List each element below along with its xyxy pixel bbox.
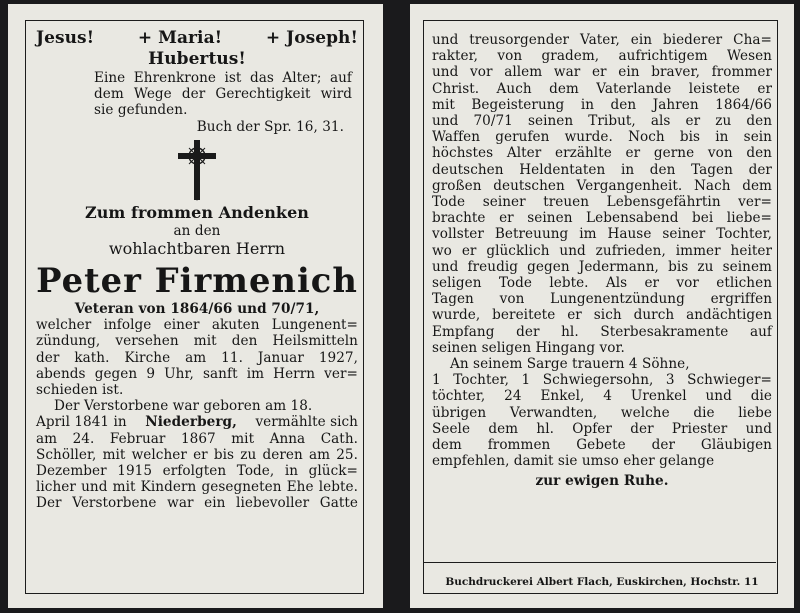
motto-line: sie gefunden.: [94, 102, 188, 119]
paragraph-line: brachte er seinen Lebensabend bei liebe=: [432, 210, 772, 227]
paragraph-line: Der Verstorbene war geboren am 18.: [54, 398, 313, 415]
paragraph-line: abends gegen 9 Uhr, sanft im Herrn ver=: [36, 365, 358, 382]
paragraph-line: Dezember 1915 erfolgten Tode, in glück=: [36, 463, 358, 480]
cross-icon: [174, 138, 220, 202]
paragraph-line: töchter, 24 Enkel, 4 Urenkel und die: [432, 388, 772, 405]
motto: [36, 70, 352, 119]
paragraph-line: licher und mit Kindern gesegneten Ehe lebte.: [36, 479, 358, 496]
invocation-hubertus: Hubertus!: [148, 49, 246, 69]
invocation-jesus: Jesus!: [36, 28, 95, 48]
memorial-subtitle: an den: [173, 222, 221, 239]
paragraph-line: und freudig gegen Jedermann, bis zu seinem: [432, 258, 772, 275]
paragraph-line: Empfang der hl. Sterbesakramente auf: [432, 323, 772, 340]
deceased-name: Peter Firmenich: [36, 260, 358, 301]
mourners-paragraph: [432, 356, 772, 469]
paragraph-line: dem frommen Gebete der Gläubigen: [432, 437, 772, 454]
memorial-honorific: wohlachtbaren Herrn: [108, 239, 286, 259]
paragraph-line: großen deutschen Vergangenheit. Nach dem: [432, 177, 772, 194]
paragraph-line: Der Verstorbene war ein liebevoller Gatte: [36, 495, 358, 512]
printer-imprint: Buchdruckerei Albert Flach, Euskirchen, Hochstr. 11: [445, 576, 759, 588]
paragraph-line: Tode seiner treuen Lebensgefährtin ver=: [432, 194, 772, 211]
memorial-title: Zum frommen Andenken: [85, 202, 309, 222]
right-page: [410, 4, 794, 608]
cross-container: [36, 137, 358, 203]
paragraph-line: und vor allem war er ein braver, frommer: [432, 64, 772, 81]
birthplace: Niederberg,: [145, 414, 237, 431]
left-page: [8, 4, 383, 608]
paragraph-line: An seinem Sarge trauern 4 Söhne,: [450, 356, 690, 373]
paragraph-line: wo er glücklich und zufrieden, immer heiter: [432, 242, 772, 259]
paragraph-line: höchstes Alter erzählte er gerne von den: [432, 145, 772, 162]
death-paragraph: [36, 317, 358, 398]
invocation-joseph: + Joseph!: [265, 28, 358, 48]
paragraph-line: seinen seligen Hingang vor.: [432, 339, 625, 356]
paragraph-line: 1 Tochter, 1 Schwiegersohn, 3 Schwieger=: [432, 372, 772, 389]
paragraph-line: rakter, von gradem, aufrichtigem Wesen: [432, 48, 772, 65]
invocation-line: [36, 28, 358, 49]
paragraph-line: schieden ist.: [36, 382, 124, 399]
paragraph-line: mit Begeisterung in den Jahren 1864/66: [432, 96, 772, 113]
paragraph-line: übrigen Verwandten, welche die liebe: [432, 404, 772, 421]
paragraph-line: vollster Betreuung im Hause seiner Tochter,: [432, 226, 772, 243]
paragraph-line: der kath. Kirche am 11. Januar 1927,: [36, 349, 358, 366]
paragraph-line: am 24. Februar 1867 mit Anna Cath.: [36, 430, 358, 447]
paragraph-line: April 1841 in Niederberg, vermählte sich: [36, 414, 358, 431]
paragraph-line: Schöller, mit welcher er bis zu deren am 25.: [36, 446, 358, 463]
invocation-maria: + Maria!: [137, 28, 223, 48]
motto-line: Eine Ehrenkrone ist das Alter; auf: [94, 70, 352, 86]
paragraph-line: Seele dem hl. Opfer der Priester und: [432, 420, 772, 437]
closing-line: zur ewigen Ruhe.: [535, 473, 669, 490]
paragraph-line: wurde, bereitete er sich durch andächtigen: [432, 307, 772, 324]
right-page-content: [432, 32, 772, 490]
life-paragraph: [36, 398, 358, 511]
biography-paragraph: [432, 32, 772, 356]
paragraph-line: und treusorgender Vater, ein biederer Cha=: [432, 32, 772, 48]
paragraph-line: Christ. Auch dem Vaterlande leistete er: [432, 80, 772, 97]
paragraph-line: zündung, versehen mit den Heilsmitteln: [36, 333, 358, 350]
paragraph-line: deutschen Heldentaten in den Tagen der: [432, 161, 772, 178]
paragraph-line: Tagen von Lungenentzündung ergriffen: [432, 291, 772, 308]
paragraph-line: seligen Tode lebte. Als er vor etlichen: [432, 275, 772, 292]
paragraph-line: Waffen gerufen wurde. Noch bis in sein: [432, 129, 772, 146]
left-page-content: [36, 28, 358, 512]
bible-citation: Buch der Spr. 16, 31.: [196, 118, 344, 135]
paragraph-line: empfehlen, damit sie umso eher gelange: [432, 453, 715, 470]
printer-divider: [423, 562, 776, 563]
paragraph-line: welcher infolge einer akuten Lungenent=: [36, 317, 358, 334]
veteran-line: Veteran von 1864/66 und 70/71,: [74, 301, 320, 318]
paragraph-line: und 70/71 seinen Tribut, als er zu den: [432, 113, 772, 130]
motto-line: dem Wege der Gerechtigkeit wird: [94, 86, 352, 103]
